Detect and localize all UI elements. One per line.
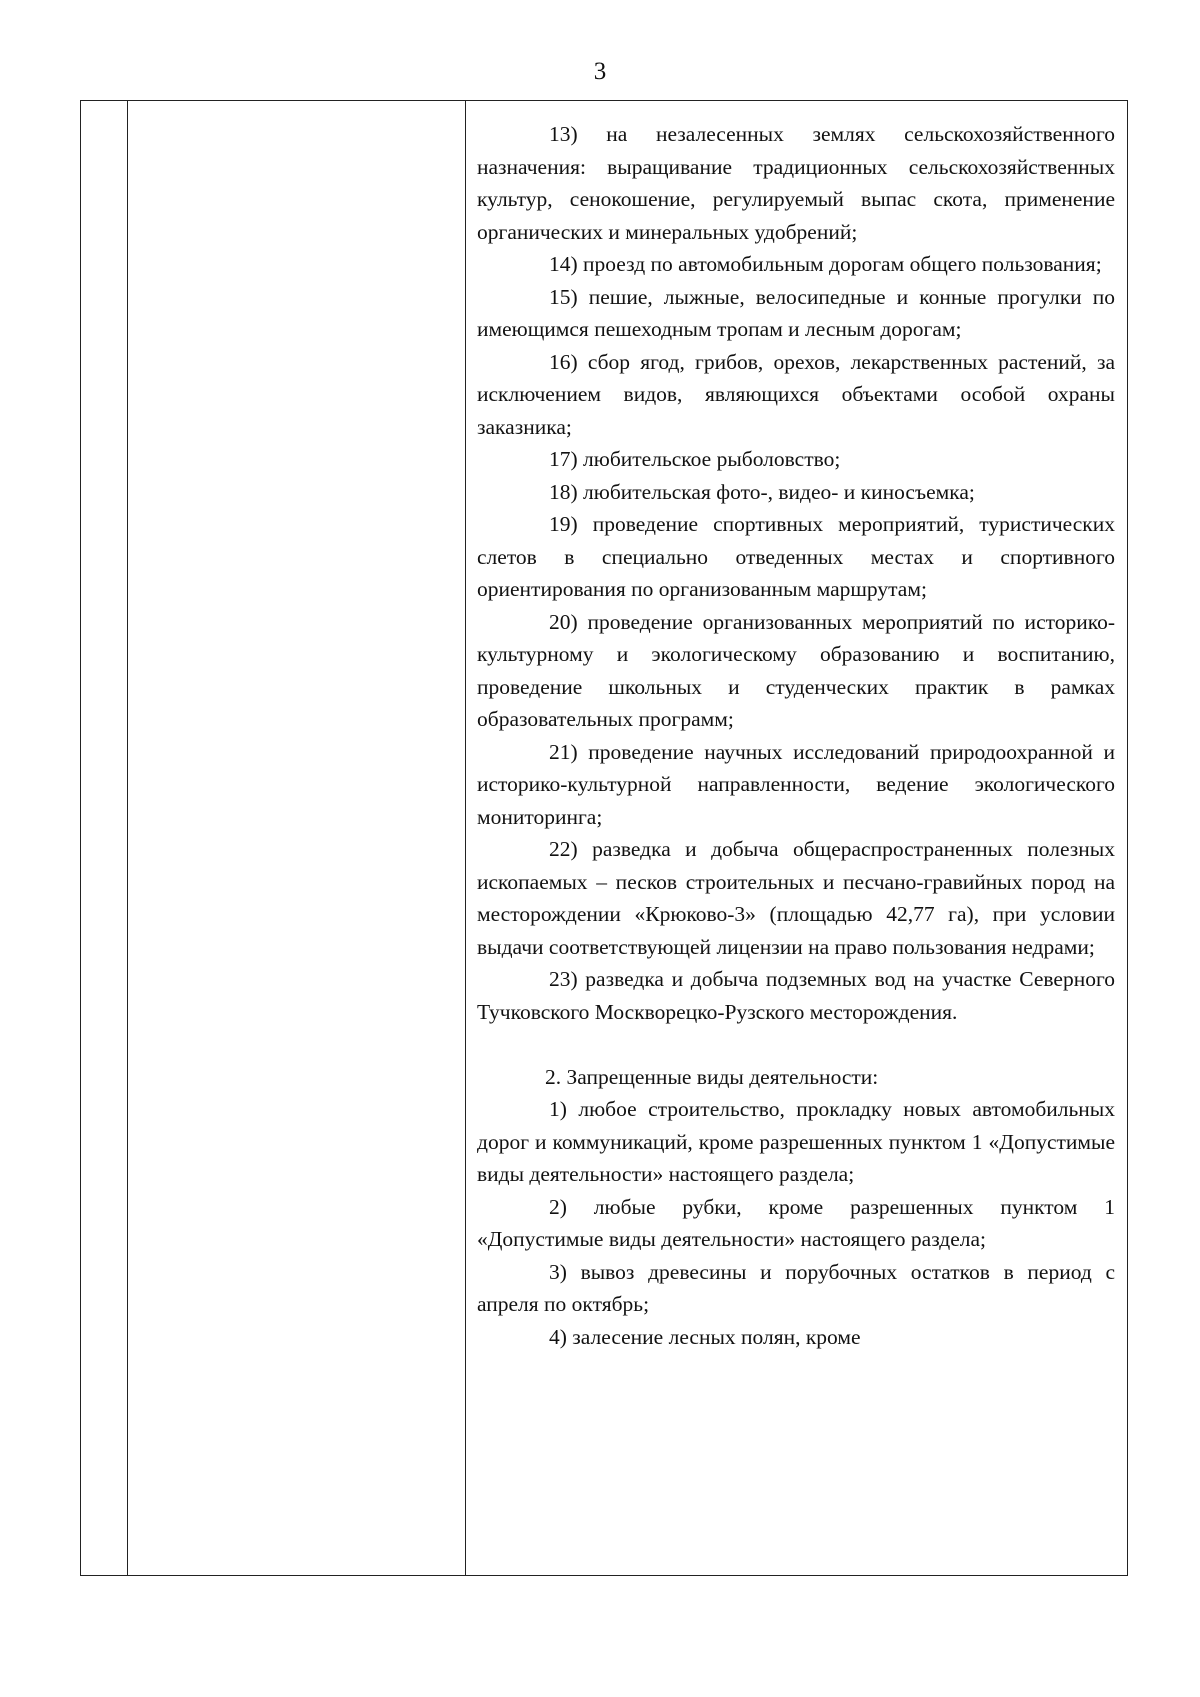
paragraph-13: 13) на незалесенных землях сельскохозяйственного назначения: выращивание традиционных сельскохозяйственных культур, сенокошение, регулируемый выпас скота, применение органических и минеральных удобрений;	[477, 122, 1115, 244]
document-table	[80, 100, 1128, 1576]
column-divider-1	[127, 101, 128, 1575]
page-number: 3	[593, 58, 607, 85]
paragraph-16: 16) сбор ягод, грибов, орехов, лекарственных растений, за исключением видов, являющихся объектами особой охраны заказника;	[477, 349, 1115, 439]
paragraph-21: 21) проведение научных исследований природоохранной и историко-культурной направленности, ведение экологического мониторинга;	[477, 739, 1115, 829]
prohibited-item-1: 1) любое строительство, прокладку новых автомобильных дорог и коммуникаций, кроме разрешенных пунктом 1 «Допустимые виды деятельности» настоящего раздела;	[477, 1097, 1115, 1186]
column-divider-2	[465, 101, 466, 1575]
prohibited-item-4: 4) залесение лесных полян, кроме	[549, 1324, 861, 1349]
paragraph-20: 20) проведение организованных мероприятий по историко-культурному и экологическому образованию и воспитанию, проведение школьных и студенческих практик в рамках образовательных программ;	[477, 609, 1115, 731]
paragraph-18: 18) любительская фото-, видео- и киносъемка;	[549, 479, 975, 504]
paragraph-15: 15) пешие, лыжные, велосипедные и конные прогулки по имеющимся пешеходным тропам и лесным дорогам;	[477, 284, 1115, 341]
paragraph-22: 22) разведка и добыча общераспространенных полезных ископаемых – песков строительных и песчано-гравийных пород на месторождении «Крюково-3» (площадью 42,77 га), при условии выдачи соответствующей лицензии на право пользования недрами;	[477, 837, 1115, 959]
section-heading: 2. Запрещенные виды деятельности:	[545, 1064, 879, 1089]
text-column	[477, 118, 1115, 1353]
prohibited-item-2: 2) любые рубки, кроме разрешенных пунктом 1 «Допустимые виды деятельности» настоящего раздела;	[477, 1194, 1115, 1251]
paragraph-23: 23) разведка и добыча подземных вод на участке Северного Тучковского Москворецко-Рузского месторождения.	[477, 967, 1115, 1024]
paragraph-19: 19) проведение спортивных мероприятий, туристических слетов в специально отведенных местах и спортивного ориентирования по организованным маршрутам;	[477, 512, 1115, 601]
prohibited-item-3: 3) вывоз древесины и порубочных остатков в период с апреля по октябрь;	[477, 1259, 1115, 1316]
paragraph-14: 14) проезд по автомобильным дорогам общего пользования;	[549, 252, 1102, 276]
paragraph-17: 17) любительское рыболовство;	[549, 447, 841, 471]
